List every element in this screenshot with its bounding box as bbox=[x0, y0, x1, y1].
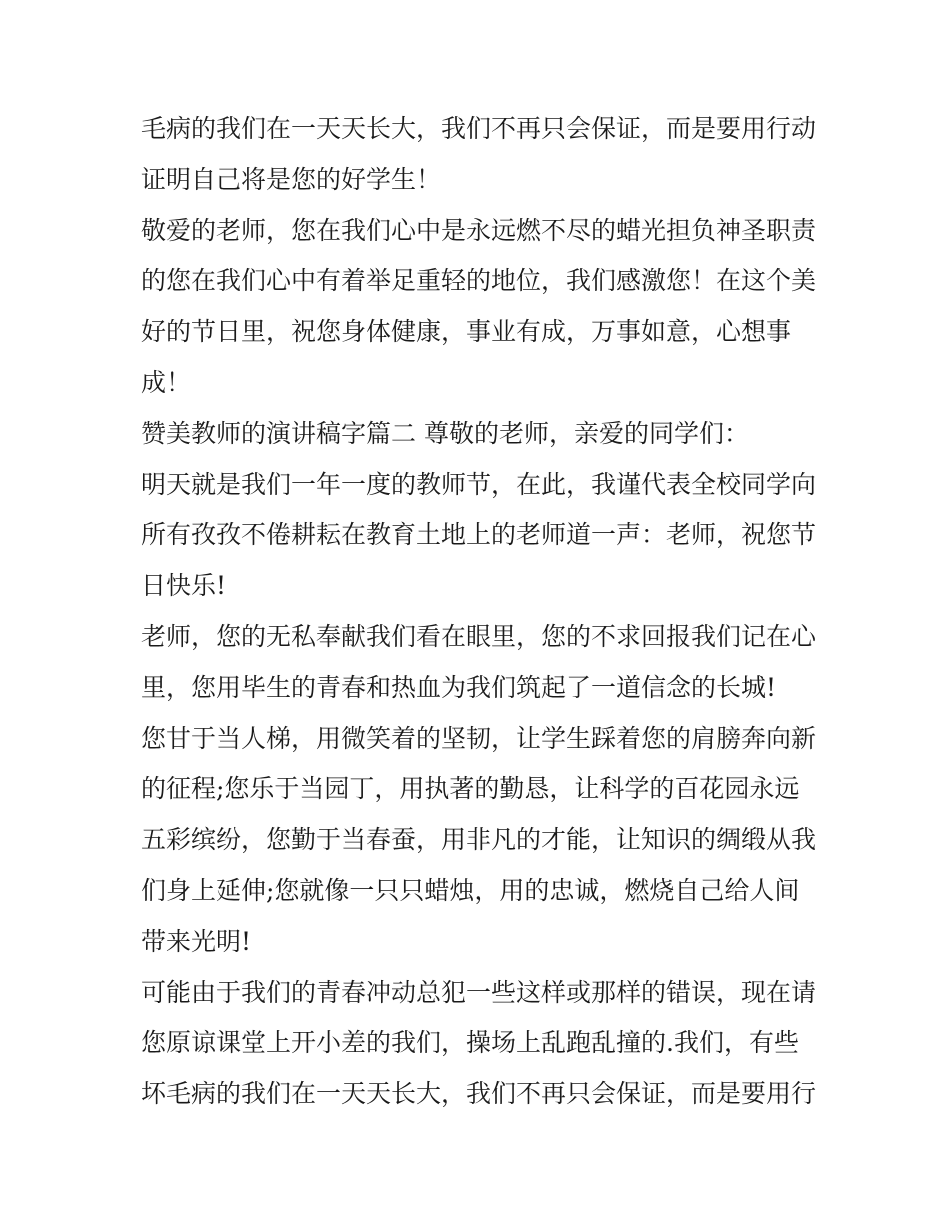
text-line: 日快乐! bbox=[141, 571, 227, 601]
text-line: 证明自己将是您的好学生！ bbox=[141, 164, 442, 194]
text-line: 可能由于我们的青春冲动总犯一些这样或那样的错误，现在请 bbox=[141, 977, 817, 1007]
text-line: 里，您用毕生的青春和热血为我们筑起了一道信念的长城! bbox=[141, 672, 777, 702]
text-line: 毛病的我们在一天天长大，我们不再只会保证，而是要用行动 bbox=[141, 114, 817, 143]
text-line: 的您在我们心中有着举足重轻的地位，我们感激您！在这个美 bbox=[141, 266, 817, 296]
text-line: 成！ bbox=[141, 367, 192, 397]
section-heading: 赞美教师的演讲稿字篇二 尊敬的老师，亲爱的同学们： bbox=[141, 418, 749, 448]
text-line: 好的节日里，祝您身体健康，事业有成，万事如意，心想事 bbox=[141, 317, 792, 347]
text-line: 老师，您的无私奉献我们看在眼里，您的不求回报我们记在心 bbox=[141, 621, 817, 651]
text-line: 们身上延伸;您就像一只只蜡烛，用的忠诚，燃烧自己给人间 bbox=[141, 875, 800, 905]
text-line: 您甘于当人梯，用微笑着的坚韧，让学生踩着您的肩膀奔向新 bbox=[141, 723, 817, 753]
text-line: 的征程;您乐于当园丁，用执著的勤恳，让科学的百花园永远 bbox=[141, 774, 800, 804]
text-line: 五彩缤纷，您勤于当春蚕，用非凡的才能，让知识的绸缎从我 bbox=[141, 825, 817, 855]
document-body bbox=[141, 104, 821, 1120]
text-line: 敬爱的老师，您在我们心中是永远燃不尽的蜡光担负神圣职责 bbox=[141, 215, 817, 245]
text-line: 所有孜孜不倦耕耘在教育土地上的老师道一声：老师，祝您节 bbox=[141, 520, 817, 550]
text-line: 您原谅课堂上开小差的我们，操场上乱跑乱撞的.我们，有些 bbox=[141, 1028, 799, 1058]
text-line: 明天就是我们一年一度的教师节，在此，我谨代表全校同学向 bbox=[141, 469, 817, 499]
text-line: 坏毛病的我们在一天天长大，我们不再只会保证，而是要用行 bbox=[141, 1079, 817, 1109]
text-line: 带来光明! bbox=[141, 926, 252, 956]
